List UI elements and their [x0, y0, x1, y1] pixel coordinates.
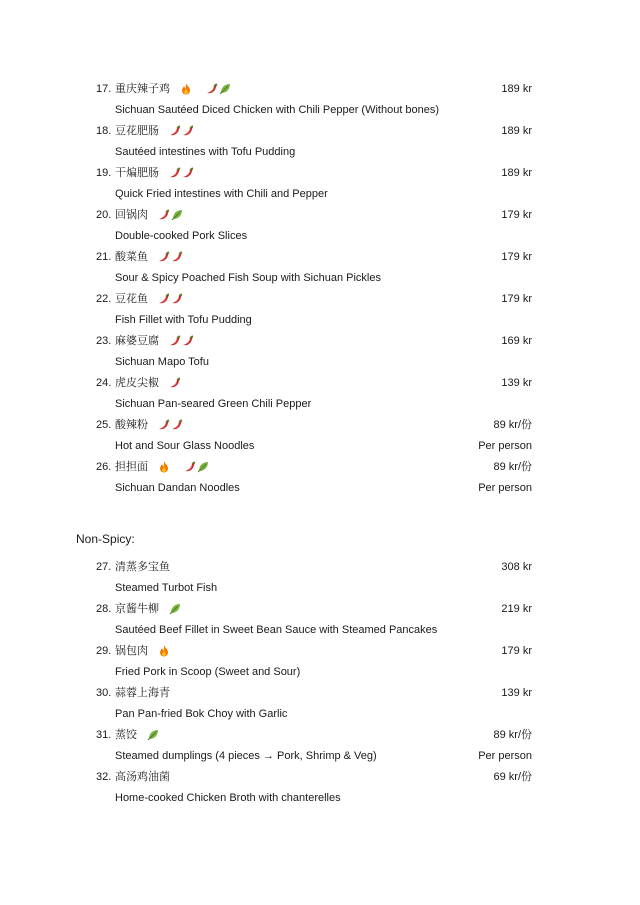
fire-icon — [158, 464, 170, 476]
chili-pepper-icon — [171, 254, 184, 266]
dish-price-note: Per person — [478, 440, 532, 452]
dish-row — [96, 247, 532, 268]
dish-chinese-name — [115, 205, 184, 226]
dish-price: 189 kr — [501, 125, 532, 137]
chili-pepper-icon — [184, 464, 197, 476]
dish-chinese-name-text: 酸辣粉 — [115, 419, 148, 431]
dish-marker-icons — [158, 460, 210, 474]
chili-pepper-icon — [169, 338, 182, 350]
dish-marker-icons — [169, 166, 195, 180]
dish-description-row — [96, 142, 532, 163]
dish-english-name: Sichuan Mapo Tofu — [115, 356, 209, 368]
dish-price: 89 kr/份 — [493, 729, 532, 741]
dish-chinese-name — [115, 457, 210, 478]
chili-pepper-icon — [158, 422, 171, 434]
fire-icon — [158, 648, 170, 660]
dish-marker-icons — [147, 728, 160, 742]
dish-marker-icons — [158, 292, 184, 306]
dish-number: 26. — [96, 461, 112, 473]
dish-row — [96, 205, 532, 226]
dish-row — [96, 599, 532, 620]
chili-pepper-icon — [169, 170, 182, 182]
dish-marker-icons — [169, 602, 182, 616]
dish-chinese-name — [115, 373, 182, 394]
dish-description-row — [96, 184, 532, 205]
dish-chinese-name — [115, 121, 195, 142]
leaf-icon — [169, 606, 182, 618]
chili-pepper-icon — [158, 254, 171, 266]
dish-row — [96, 121, 532, 142]
dish-marker-icons — [169, 124, 195, 138]
dish-chinese-name-text: 虎皮尖椒 — [115, 377, 159, 389]
dish-english-name: Steamed Turbot Fish — [115, 582, 218, 594]
dish-chinese-name-text: 重庆辣子鸡 — [115, 83, 170, 95]
dish-english-name: Sautéed intestines with Tofu Pudding — [115, 146, 296, 158]
dish-price: 308 kr — [501, 561, 532, 573]
dish-number: 31. — [96, 729, 112, 741]
dish-price: 219 kr — [501, 603, 532, 615]
dish-description-row — [96, 620, 532, 641]
dish-row — [96, 557, 532, 578]
dish-english-name: Fried Pork in Scoop (Sweet and Sour) — [115, 666, 301, 678]
dish-description-row — [96, 662, 532, 683]
dish-row — [96, 457, 532, 478]
dish-number: 25. — [96, 419, 112, 431]
dish-row — [96, 683, 532, 704]
dish-row — [96, 641, 532, 662]
dish-chinese-name-text: 清蒸多宝鱼 — [115, 561, 170, 573]
dish-price: 189 kr — [501, 167, 532, 179]
dish-english-name: Hot and Sour Glass Noodles — [115, 440, 255, 452]
dish-number: 17. — [96, 83, 112, 95]
dish-chinese-name-text: 高汤鸡油菌 — [115, 771, 170, 783]
dish-english-name: Sautéed Beef Fillet in Sweet Bean Sauce with Steamed Pancakes — [115, 624, 438, 636]
dish-price: 139 kr — [501, 687, 532, 699]
dish-number: 28. — [96, 603, 112, 615]
fire-icon — [180, 86, 192, 98]
dish-chinese-name — [115, 163, 195, 184]
dish-number: 23. — [96, 335, 112, 347]
dish-price: 179 kr — [501, 293, 532, 305]
dish-marker-icons — [158, 208, 184, 222]
dish-chinese-name — [115, 331, 195, 352]
dish-chinese-name-text: 担担面 — [115, 461, 148, 473]
chili-pepper-icon — [158, 212, 171, 224]
dish-marker-icons — [158, 250, 184, 264]
dish-row — [96, 163, 532, 184]
chili-pepper-icon — [182, 170, 195, 182]
dish-english-name: Sichuan Pan-seared Green Chili Pepper — [115, 398, 312, 410]
dish-chinese-name — [115, 415, 184, 436]
dish-row — [96, 373, 532, 394]
dish-chinese-name-text: 蒸饺 — [115, 729, 137, 741]
dish-description-row — [96, 746, 532, 767]
dish-number: 24. — [96, 377, 112, 389]
dish-price: 169 kr — [501, 335, 532, 347]
dish-row — [96, 725, 532, 746]
leaf-icon — [219, 86, 232, 98]
dish-chinese-name — [115, 599, 182, 620]
dish-chinese-name — [115, 767, 170, 788]
dish-chinese-name-text: 锅包肉 — [115, 645, 148, 657]
dish-chinese-name — [115, 725, 160, 746]
dish-price: 89 kr/份 — [493, 419, 532, 431]
chili-pepper-icon — [171, 296, 184, 308]
dish-description-row — [96, 478, 532, 499]
dish-chinese-name-text: 干煸肥肠 — [115, 167, 159, 179]
dish-price: 179 kr — [501, 209, 532, 221]
dish-number: 22. — [96, 293, 112, 305]
dish-number: 29. — [96, 645, 112, 657]
dish-number: 30. — [96, 687, 112, 699]
dish-chinese-name-text: 蒜蓉上海青 — [115, 687, 170, 699]
dish-price: 69 kr/份 — [493, 771, 532, 783]
dish-english-name: Double-cooked Pork Slices — [115, 230, 248, 242]
non-spicy-heading: Non-Spicy: — [76, 532, 135, 546]
dish-row — [96, 767, 532, 788]
dish-description-row — [96, 352, 532, 373]
leaf-icon — [171, 212, 184, 224]
dish-number: 20. — [96, 209, 112, 221]
dish-description-row — [96, 394, 532, 415]
dish-description-row — [96, 704, 532, 725]
dish-description-row — [96, 268, 532, 289]
dish-description-row — [96, 100, 532, 121]
dish-english-name: Pan Pan-fried Bok Choy with Garlic — [115, 708, 288, 720]
dish-chinese-name-text: 回锅肉 — [115, 209, 148, 221]
spicy-dish-list — [96, 79, 532, 499]
chili-pepper-icon — [158, 296, 171, 308]
dish-chinese-name-text: 京酱牛柳 — [115, 603, 159, 615]
dish-chinese-name-text: 酸菜鱼 — [115, 251, 148, 263]
chili-pepper-icon — [182, 338, 195, 350]
dish-english-name: Quick Fried intestines with Chili and Pepper — [115, 188, 328, 200]
dish-marker-icons — [180, 82, 232, 96]
dish-price: 139 kr — [501, 377, 532, 389]
dish-description-row — [96, 310, 532, 331]
chili-pepper-icon — [169, 128, 182, 140]
dish-chinese-name-text: 豆花肥肠 — [115, 125, 159, 137]
dish-price: 179 kr — [501, 251, 532, 263]
dish-description-row — [96, 436, 532, 457]
dish-description-row — [96, 226, 532, 247]
dish-price: 189 kr — [501, 83, 532, 95]
dish-price-note: Per person — [478, 750, 532, 762]
chili-pepper-icon — [206, 86, 219, 98]
dish-row — [96, 289, 532, 310]
dish-description-row — [96, 788, 532, 809]
dish-number: 18. — [96, 125, 112, 137]
dish-english-name: Sour & Spicy Poached Fish Soup with Sichuan Pickles — [115, 272, 381, 284]
dish-chinese-name — [115, 289, 184, 310]
dish-english-name: Steamed dumplings (4 pieces → Pork, Shrimp & Veg) — [115, 750, 377, 762]
dish-chinese-name-text: 麻婆豆腐 — [115, 335, 159, 347]
leaf-icon — [147, 732, 160, 744]
dish-chinese-name — [115, 557, 170, 578]
dish-chinese-name — [115, 79, 232, 100]
dish-number: 19. — [96, 167, 112, 179]
dish-price: 179 kr — [501, 645, 532, 657]
dish-english-name: Sichuan Dandan Noodles — [115, 482, 240, 494]
dish-chinese-name-text: 豆花鱼 — [115, 293, 148, 305]
non-spicy-dish-list — [96, 557, 532, 809]
dish-row — [96, 331, 532, 352]
dish-number: 32. — [96, 771, 112, 783]
leaf-icon — [197, 464, 210, 476]
dish-marker-icons — [169, 334, 195, 348]
dish-chinese-name — [115, 641, 170, 662]
dish-marker-icons — [169, 376, 182, 390]
dish-marker-icons — [158, 644, 170, 658]
dish-price: 89 kr/份 — [493, 461, 532, 473]
dish-price-note: Per person — [478, 482, 532, 494]
dish-description-row — [96, 578, 532, 599]
dish-number: 21. — [96, 251, 112, 263]
dish-chinese-name — [115, 683, 170, 704]
dish-number: 27. — [96, 561, 112, 573]
chili-pepper-icon — [171, 422, 184, 434]
dish-marker-icons — [158, 418, 184, 432]
dish-row — [96, 79, 532, 100]
dish-row — [96, 415, 532, 436]
chili-pepper-icon — [169, 380, 182, 392]
chili-pepper-icon — [182, 128, 195, 140]
dish-chinese-name — [115, 247, 184, 268]
dish-english-name: Fish Fillet with Tofu Pudding — [115, 314, 252, 326]
dish-english-name: Home-cooked Chicken Broth with chanterelles — [115, 792, 341, 804]
dish-english-name: Sichuan Sautéed Diced Chicken with Chili Pepper (Without bones) — [115, 104, 440, 116]
